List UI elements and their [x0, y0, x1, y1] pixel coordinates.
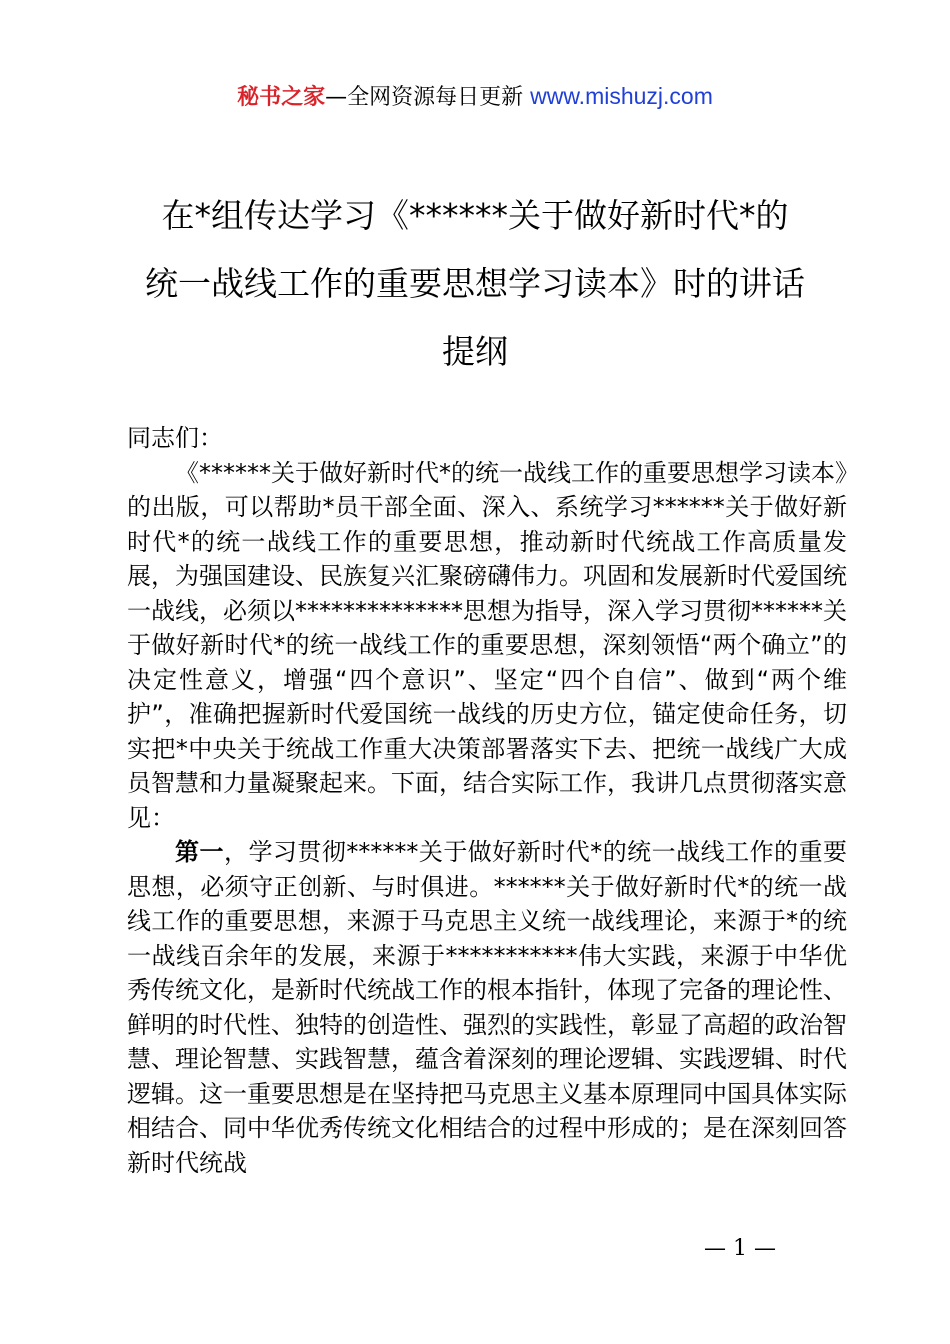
salutation: 同志们： — [127, 424, 223, 452]
paragraph-text: 《******关于做好新时代*的统一战线工作的重要思想学习读本》的出版，可以帮助*员干部全面、深入、系统学习******关于做好新时代*的统一战线工作的重要思想，推动新时代统战工作高质量发展，为强国建设、民族复兴汇聚磅礴伟力。巩固和发展新时代爱国统一战线，必须以**************思想为指导，深入学习贯彻******关于做好新时代*的统一战线工作的重要思想，深刻领悟“两个确立”的决定性意义，增强“四个意识”、坚定“四个自信”、做到“两个维护”，准确把握新时代爱国统一战线的历史方位，锚定使命任务，切实把*中央关于统战工作重大决策部署落实下去、把统一战线广大成员智慧和力量凝聚起来。下面，结合实际工作，我讲几点贯彻落实意见： — [127, 458, 847, 832]
document-body — [127, 421, 847, 1180]
document-title — [110, 182, 840, 386]
body-paragraph — [127, 456, 847, 836]
page-number: — 1 — — [704, 1236, 776, 1261]
site-slogan: —全网资源每日更新 — [325, 85, 531, 110]
site-banner — [0, 80, 950, 114]
body-paragraph — [127, 835, 847, 1180]
title-line: 提纲 — [442, 332, 508, 371]
title-line: 在*组传达学习《******关于做好新时代*的 — [161, 196, 789, 235]
paragraph-lead: 第一 — [175, 838, 224, 866]
site-brand: 秘书之家 — [237, 85, 326, 110]
site-url-link[interactable]: www.mishuzj.com — [530, 83, 713, 109]
title-line: 统一战线工作的重要思想学习读本》时的讲话 — [145, 264, 805, 303]
paragraph-text: ，学习贯彻******关于做好新时代*的统一战线工作的重要思想，必须守正创新、与时俱进。******关于做好新时代*的统一战线工作的重要思想，来源于马克思主义统一战线理论，来源于*的统一战线百余年的发展，来源于***********伟大实践，来源于中华优秀传统文化，是新时代统战工作的根本指针，体现了完备的理论性、鲜明的时代性、独特的创造性、强烈的实践性，彰显了高超的政治智慧、理论智慧、实践智慧，蕴含着深刻的理论逻辑、实践逻辑、时代逻辑。这一重要思想是在坚持把马克思主义基本原理同中国具体实际相结合、同中华优秀传统文化相结合的过程中形成的；是在深刻回答新时代统战 — [127, 838, 848, 1177]
